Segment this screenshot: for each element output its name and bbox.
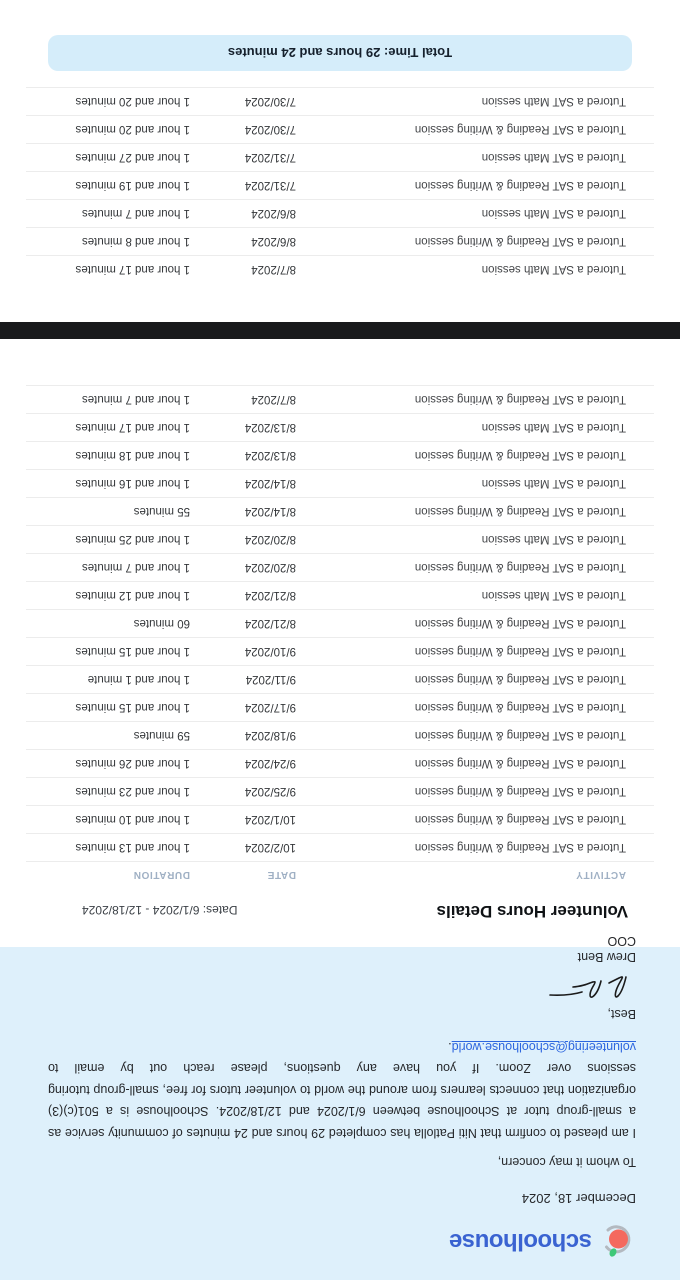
date-cell: 8/6/2024 — [251, 235, 296, 248]
activity-cell: Tutored a SAT Reading & Writing session — [414, 449, 626, 462]
activity-cell: Tutored a SAT Math session — [481, 151, 626, 164]
duration-cell: 59 minutes — [133, 729, 190, 742]
signer-title: COO — [607, 934, 636, 949]
table-row — [26, 805, 654, 833]
duration-cell: 1 hour and 23 minutes — [75, 785, 190, 798]
column-header-duration: DURATION — [133, 869, 190, 880]
date-cell: 7/31/2024 — [244, 151, 296, 164]
duration-cell: 1 hour and 13 minutes — [75, 841, 190, 854]
duration-cell: 1 hour and 15 minutes — [75, 701, 190, 714]
details-header — [48, 901, 628, 921]
activity-cell: Tutored a SAT Math session — [481, 95, 626, 108]
brand-logo — [48, 1218, 636, 1264]
table-row — [26, 553, 654, 581]
column-header-date: DATE — [267, 869, 296, 880]
table-row — [26, 749, 654, 777]
duration-cell: 1 hour and 17 minutes — [75, 263, 190, 276]
salutation: To whom it may concern, — [497, 1155, 636, 1169]
date-cell: 9/25/2024 — [244, 785, 296, 798]
date-cell: 9/24/2024 — [244, 757, 296, 770]
table-row — [26, 833, 654, 861]
date-cell: 9/11/2024 — [245, 673, 296, 686]
column-header-activity: ACTIVITY — [575, 869, 626, 880]
hours-table-page1 — [26, 385, 654, 887]
date-cell: 8/13/2024 — [244, 449, 296, 462]
table-row — [26, 413, 654, 441]
hours-table-page2 — [26, 87, 654, 283]
duration-cell: 1 hour and 20 minutes — [75, 123, 190, 136]
activity-cell: Tutored a SAT Reading & Writing session — [414, 235, 626, 248]
table-row — [26, 637, 654, 665]
table-row — [26, 143, 654, 171]
table-row — [26, 525, 654, 553]
date-cell: 8/21/2024 — [244, 617, 296, 630]
duration-cell: 1 hour and 12 minutes — [75, 589, 190, 602]
body-text-after: . — [448, 1040, 452, 1054]
date-cell: 8/20/2024 — [244, 561, 296, 574]
duration-cell: 55 minutes — [133, 505, 190, 518]
table-row — [26, 87, 654, 115]
table-row — [26, 441, 654, 469]
duration-cell: 1 hour and 27 minutes — [75, 151, 190, 164]
activity-cell: Tutored a SAT Reading & Writing session — [414, 673, 626, 686]
activity-cell: Tutored a SAT Math session — [481, 421, 626, 434]
activity-cell: Tutored a SAT Reading & Writing session — [414, 757, 626, 770]
table-row — [26, 227, 654, 255]
date-cell: 8/20/2024 — [244, 533, 296, 546]
activity-cell: Tutored a SAT Reading & Writing session — [414, 617, 626, 630]
date-cell: 7/30/2024 — [244, 95, 296, 108]
brand-wordmark: schoolhouse — [449, 1228, 592, 1255]
date-cell: 8/7/2024 — [251, 393, 296, 406]
activity-cell: Tutored a SAT Reading & Writing session — [414, 841, 626, 854]
table-row — [26, 777, 654, 805]
table-body-page1 — [26, 385, 654, 861]
date-cell: 8/13/2024 — [244, 421, 296, 434]
activity-cell: Tutored a SAT Reading & Writing session — [414, 505, 626, 518]
activity-cell: Tutored a SAT Reading & Writing session — [414, 701, 626, 714]
duration-cell: 1 hour and 26 minutes — [75, 757, 190, 770]
table-row — [26, 171, 654, 199]
letter-section — [0, 934, 680, 1280]
date-cell: 10/1/2024 — [244, 813, 296, 826]
date-cell: 8/21/2024 — [244, 589, 296, 602]
activity-cell: Tutored a SAT Reading & Writing session — [414, 179, 626, 192]
date-cell: 8/14/2024 — [244, 477, 296, 490]
signature-image — [48, 966, 634, 1005]
duration-cell: 1 hour and 19 minutes — [75, 179, 190, 192]
duration-cell: 1 hour and 25 minutes — [75, 533, 190, 546]
table-row — [26, 693, 654, 721]
signer-name: Drew Bent — [577, 950, 636, 965]
date-cell: 10/2/2024 — [244, 841, 296, 854]
date-cell: 9/17/2024 — [244, 701, 296, 714]
table-row — [26, 581, 654, 609]
section-title: Volunteer Hours Details — [436, 902, 628, 921]
date-cell: 8/14/2024 — [244, 505, 296, 518]
table-row — [26, 469, 654, 497]
table-row — [26, 497, 654, 525]
body-text-before: I am pleased to confirm that Niti Patlolla has completed 29 hours and 24 minutes of community service as a small-group tutor at Schoolhouse between 6/1/2024 and 12/18/2024. Schoolhouse is a 501(c)(3) organization that connects learners from around the world to volunteer tutors for free, small-group tutoring sessions over Zoom. If you have any questions, please reach out by email to — [48, 1061, 636, 1140]
table-row — [26, 609, 654, 637]
table-row — [26, 665, 654, 693]
closing: Best, — [607, 1007, 636, 1022]
duration-cell: 1 hour and 1 minute — [87, 673, 190, 686]
activity-cell: Tutored a SAT Math session — [481, 207, 626, 220]
date-cell: 9/10/2024 — [244, 645, 296, 658]
duration-cell: 1 hour and 10 minutes — [75, 813, 190, 826]
date-range: Dates: 6/1/2024 - 12/18/2024 — [82, 903, 238, 917]
letter-body — [48, 1036, 636, 1144]
duration-cell: 60 minutes — [133, 617, 190, 630]
activity-cell: Tutored a SAT Reading & Writing session — [414, 123, 626, 136]
activity-cell: Tutored a SAT Math session — [481, 263, 626, 276]
activity-cell: Tutored a SAT Reading & Writing session — [414, 393, 626, 406]
duration-cell: 1 hour and 18 minutes — [75, 449, 190, 462]
table-row — [26, 255, 654, 283]
date-cell: 7/30/2024 — [244, 123, 296, 136]
letter-date: December 18, 2024 — [521, 1191, 636, 1206]
activity-cell: Tutored a SAT Reading & Writing session — [414, 561, 626, 574]
page-break-bar — [0, 322, 680, 339]
table-row — [26, 199, 654, 227]
email-link[interactable]: volunteering@schoolhouse.world — [451, 1040, 636, 1054]
date-cell: 8/7/2024 — [251, 263, 296, 276]
table-header — [26, 861, 654, 887]
activity-cell: Tutored a SAT Reading & Writing session — [414, 785, 626, 798]
table-body-page2 — [26, 87, 654, 283]
total-time-banner — [48, 35, 632, 71]
duration-cell: 1 hour and 8 minutes — [81, 235, 190, 248]
duration-cell: 1 hour and 15 minutes — [75, 645, 190, 658]
table-row — [26, 115, 654, 143]
total-time-text: Total Time: 29 hours and 24 minutes — [227, 45, 453, 61]
table-row — [26, 721, 654, 749]
duration-cell: 1 hour and 20 minutes — [75, 95, 190, 108]
duration-cell: 1 hour and 7 minutes — [81, 393, 190, 406]
activity-cell: Tutored a SAT Reading & Writing session — [414, 729, 626, 742]
activity-cell: Tutored a SAT Math session — [481, 533, 626, 546]
table-row — [26, 385, 654, 413]
activity-cell: Tutored a SAT Math session — [481, 589, 626, 602]
schoolhouse-icon — [600, 1220, 636, 1262]
activity-cell: Tutored a SAT Reading & Writing session — [414, 813, 626, 826]
duration-cell: 1 hour and 16 minutes — [75, 477, 190, 490]
duration-cell: 1 hour and 7 minutes — [81, 207, 190, 220]
date-cell: 9/18/2024 — [244, 729, 296, 742]
activity-cell: Tutored a SAT Reading & Writing session — [414, 645, 626, 658]
activity-cell: Tutored a SAT Math session — [481, 477, 626, 490]
duration-cell: 1 hour and 17 minutes — [75, 421, 190, 434]
duration-cell: 1 hour and 7 minutes — [81, 561, 190, 574]
date-cell: 7/31/2024 — [244, 179, 296, 192]
date-cell: 8/6/2024 — [251, 207, 296, 220]
